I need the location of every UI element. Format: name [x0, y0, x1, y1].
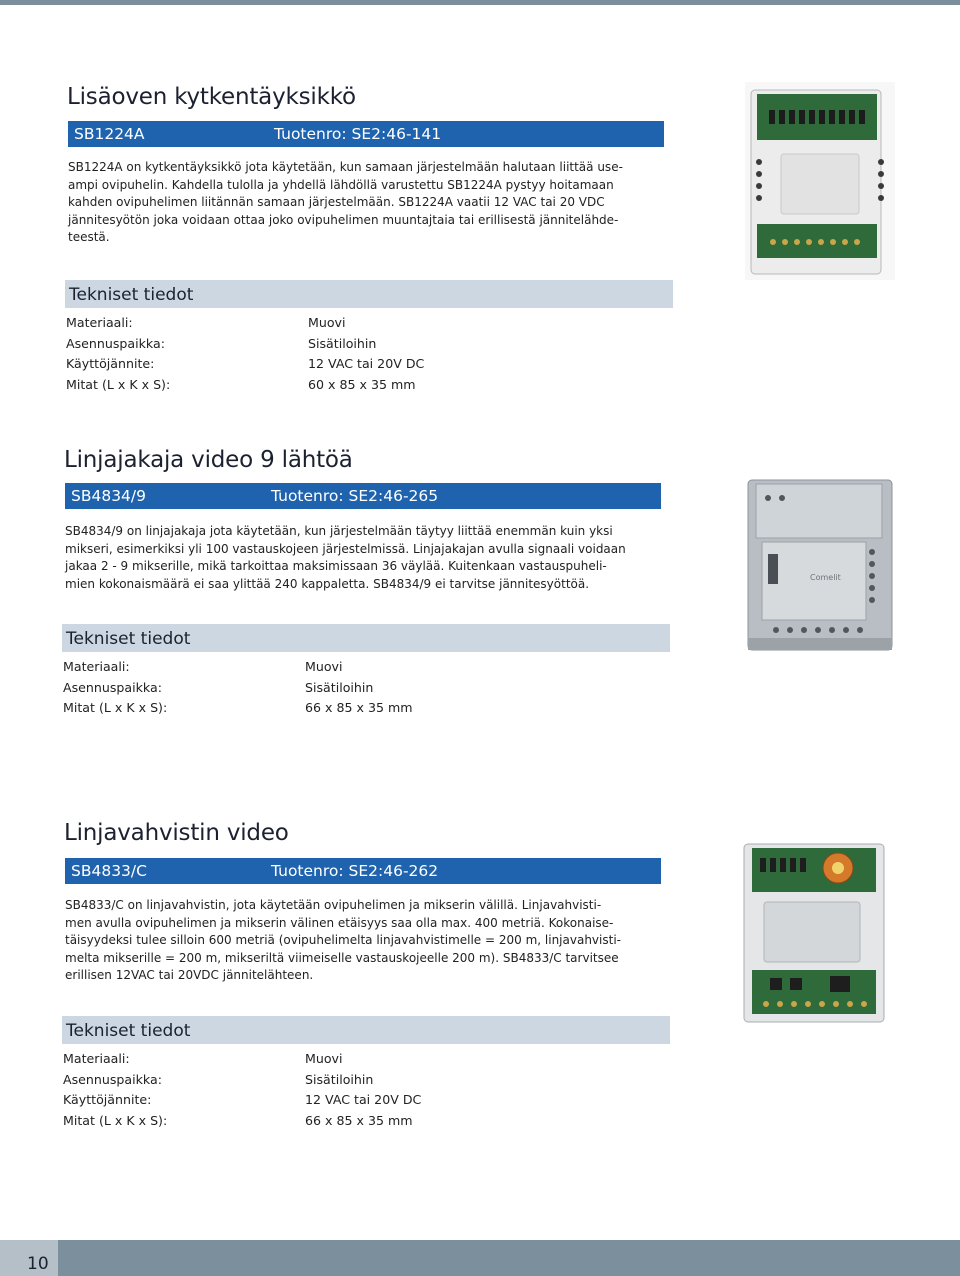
spec-value: Sisätiloihin [305, 679, 374, 695]
page-footer [0, 1240, 960, 1276]
description-line: SB4834/9 on linjajakaja jota käytetään, kun järjestelmään täytyy liittää enemmän kuin yksi [65, 524, 613, 538]
description-line: SB4833/C on linjavahvistin, jota käytetään ovipuhelimen ja mikserin välillä. Linjavahvisti- [65, 898, 602, 912]
specs-header [62, 624, 670, 652]
spec-value: Sisätiloihin [308, 335, 377, 351]
spec-value: Muovi [305, 659, 343, 674]
spec-label: Asennuspaikka: [66, 335, 165, 351]
product-image-sb4833c [740, 838, 890, 1028]
section-title: Linjajakaja video 9 lähtöä [64, 447, 353, 473]
specs-title: Tekniset tiedot [66, 629, 191, 649]
spec-value: 66 x 85 x 35 mm [305, 1113, 413, 1129]
specs-list [63, 657, 463, 719]
specs-title: Tekniset tiedot [69, 285, 194, 305]
product-bar [65, 858, 661, 884]
description-line: SB1224A on kytkentäyksikkö jota käytetään, kun samaan järjestelmään halutaan liittää use- [68, 160, 623, 174]
spec-label: Materiaali: [63, 659, 130, 674]
product-code: SB4834/9 [71, 487, 147, 505]
description-line: mien kokonaismäärä ei saa ylittää 240 kappaletta. SB4834/9 ei tarvitse jännitesyöttöä. [65, 576, 590, 591]
product-number: Tuotenro: SE2:46-265 [271, 487, 439, 505]
description-line: täisyydeksi tulee silloin 600 metriä (ovipuhelimelta linjavahvistimelle = 200 m, linjavahvisti- [65, 933, 621, 947]
specs-header [62, 1016, 670, 1044]
product-description [65, 897, 665, 985]
spec-row [66, 375, 466, 396]
spec-row [63, 1111, 463, 1132]
spec-label: Mitat (L x K x S): [63, 1113, 168, 1129]
specs-header [65, 280, 673, 308]
spec-row [66, 334, 466, 355]
description-line: teestä. [68, 230, 110, 244]
spec-label: Asennuspaikka: [63, 679, 162, 695]
spec-value: 66 x 85 x 35 mm [305, 700, 413, 716]
specs-list [66, 313, 466, 396]
spec-label: Materiaali: [63, 1051, 130, 1066]
spec-row [63, 1070, 463, 1091]
product-number: Tuotenro: SE2:46-141 [274, 125, 442, 143]
device-brand-label: Comelit [810, 573, 841, 582]
spec-value: 12 VAC tai 20V DC [305, 1092, 422, 1108]
spec-row [63, 698, 463, 719]
spec-value: Sisätiloihin [305, 1071, 374, 1087]
specs-list [63, 1049, 463, 1132]
product-description [65, 523, 665, 593]
description-line: jännitesyötön joka voidaan ottaa joko ovipuhelimen muuntajtaia tai erillisestä jännitelähde- [68, 212, 619, 227]
spec-value: 60 x 85 x 35 mm [308, 377, 416, 393]
spec-value: Muovi [305, 1051, 343, 1066]
description-line: men avulla ovipuhelimen ja mikserin välinen etäisyys saa olla max. 400 metriä. Kokonaise- [65, 915, 614, 930]
section-title: Linjavahvistin video [64, 820, 289, 846]
spec-row [63, 657, 463, 678]
description-line: erillisen 12VAC tai 20VDC jännitelähteen. [65, 968, 314, 982]
product-description [68, 159, 668, 247]
description-line: melta mikserille = 200 m, mikseriltä viimeiselle vastauskojeelle 200 m). SB4833/C tarvitsee [65, 950, 619, 965]
spec-row [63, 678, 463, 699]
spec-value: Muovi [308, 315, 346, 330]
spec-label: Mitat (L x K x S): [66, 377, 171, 393]
description-line: mikseri, esimerkiksi yli 100 vastauskojeen järjestelmissä. Linjajakajan avulla signaali voidaan [65, 541, 626, 556]
spec-row [63, 1049, 463, 1070]
section-title: Lisäoven kytkentäyksikkö [67, 84, 356, 110]
product-bar [68, 121, 664, 147]
product-image-sb4834 [740, 470, 898, 660]
spec-label: Käyttöjännite: [66, 356, 155, 372]
top-rule [0, 0, 960, 5]
spec-label: Materiaali: [66, 315, 133, 330]
description-line: jakaa 2 - 9 mikserille, mikä tarkoittaa maksimissaan 36 väylää. Kuitenkaan vastauspuheli- [65, 559, 607, 573]
spec-value: 12 VAC tai 20V DC [308, 356, 425, 372]
specs-title: Tekniset tiedot [66, 1021, 191, 1041]
product-image-sb1224a [745, 82, 895, 280]
product-bar [65, 483, 661, 509]
spec-row [66, 313, 466, 334]
description-line: kahden ovipuhelimen liitännän samaan järjestelmään. SB1224A vaatii 12 VAC tai 20 VDC [68, 195, 605, 209]
spec-label: Käyttöjännite: [63, 1092, 152, 1108]
product-code: SB4833/C [71, 862, 147, 880]
description-line: ampi ovipuhelin. Kahdella tulolla ja yhdellä lähdöllä varustettu SB1224A pystyy hoitamaan [68, 177, 614, 192]
product-code: SB1224A [74, 125, 145, 143]
spec-label: Mitat (L x K x S): [63, 700, 168, 716]
spec-row [63, 1090, 463, 1111]
product-number: Tuotenro: SE2:46-262 [271, 862, 439, 880]
spec-label: Asennuspaikka: [63, 1071, 162, 1087]
spec-row [66, 354, 466, 375]
page-number: 10 [27, 1254, 49, 1274]
